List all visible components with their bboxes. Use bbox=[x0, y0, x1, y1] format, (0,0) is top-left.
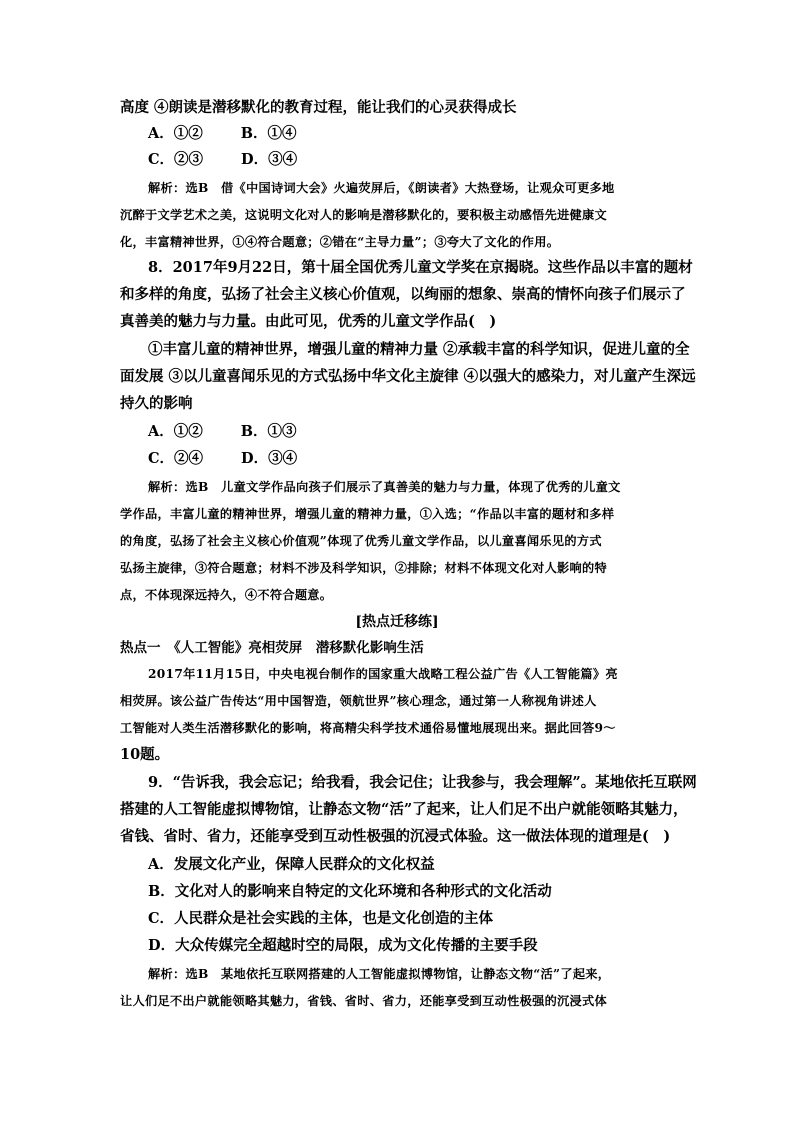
material-line-2: 相荧屏。该公益广告传达“用中国智造，领航世界”核心理念，通过第一人称视角讲述人 bbox=[120, 694, 597, 708]
q8-option-c: C．②④ bbox=[148, 450, 204, 467]
q7-analysis-line-2: 沉醉于文学艺术之美，这说明文化对人的影响是潜移默化的，要积极主动感悟先进健康文 bbox=[120, 208, 608, 222]
q8-options-row-1 bbox=[148, 422, 297, 442]
q8-analysis-line-5: 点，不体现深远持久，④不符合题意。 bbox=[120, 588, 333, 602]
q9-stem-line-3: 省钱、省时、省力，还能享受到互动性极强的沉浸式体验。这一做法体现的道理是( ) bbox=[120, 828, 671, 845]
material-line-1: 2017年11月15日，中央电视台制作的国家重大战略工程公益广告《人工智能篇》亮 bbox=[148, 667, 618, 681]
q9-analysis-line-1: 解析：选B 某地依托互联网搭建的人工智能虚拟博物馆，让静态文物“活”了起来， bbox=[148, 967, 611, 981]
q7-analysis-line-3: 化，丰富精神世界，①④符合题意；②错在“主导力量”；③夸大了文化的作用。 bbox=[120, 235, 560, 249]
q8-stem-line-4: ①丰富儿童的精神世界，增强儿童的精神力量 ②承载丰富的科学知识，促进儿童的全 bbox=[148, 341, 690, 358]
q7-option-c: C．②③ bbox=[148, 151, 204, 168]
q9-option-b: B．文化对人的影响来自特定的文化环境和各种形式的文化活动 bbox=[148, 883, 552, 900]
q8-stem-line-3: 真善美的魅力与力量。由此可见，优秀的儿童文学作品( ) bbox=[120, 313, 497, 330]
q7-options-row-1 bbox=[148, 124, 297, 144]
material-line-4: 10题。 bbox=[120, 746, 170, 763]
q8-analysis-line-1: 解析：选B 儿童文学作品向孩子们展示了真善美的魅力与力量，体现了优秀的儿童文 bbox=[148, 480, 621, 494]
q9-analysis-line-2: 让人们足不出户就能领略其魅力，省钱、省时、省力，还能享受到互动性极强的沉浸式体 bbox=[120, 994, 608, 1008]
section-heading: [热点迁移练] bbox=[355, 614, 439, 630]
q8-stem-line-6: 持久的影响 bbox=[120, 395, 193, 412]
hotspot-title: 热点一 《人工智能》亮相荧屏 潜移默化影响生活 bbox=[120, 640, 424, 656]
q7-option-a: A．①② bbox=[148, 125, 203, 142]
q7-analysis-line-1: 解析：选B 借《中国诗词大会》火遍荧屏后，《朗读者》大热登场，让观众可更多地 bbox=[148, 181, 615, 195]
q7-option-b: B．①④ bbox=[240, 125, 297, 142]
question-7-stem-continuation: 高度 ④朗读是潜移默化的教育过程，能让我们的心灵获得成长 bbox=[120, 99, 517, 116]
q8-option-b: B．①③ bbox=[240, 423, 297, 440]
q8-stem-line-5: 面发展 ③以儿童喜闻乐见的方式弘扬中华文化主旋律 ④以强大的感染力，对儿童产生深远 bbox=[120, 368, 696, 385]
material-line-3: 工智能对人类生活潜移默化的影响，将高精尖科学技术通俗易懂地展现出来。据此回答9～ bbox=[120, 721, 616, 735]
q8-option-a: A．①② bbox=[148, 423, 203, 440]
q9-option-c: C．人民群众是社会实践的主体，也是文化创造的主体 bbox=[148, 910, 494, 927]
q8-stem-line-1: 8．2017年9月22日，第十届全国优秀儿童文学奖在京揭晓。这些作品以丰富的题材 bbox=[148, 259, 693, 276]
q8-analysis-line-3: 的角度，弘扬了社会主义核心价值观”体现了优秀儿童文学作品，以儿童喜闻乐见的方式 bbox=[120, 534, 602, 548]
q9-option-a: A．发展文化产业，保障人民群众的文化权益 bbox=[148, 856, 435, 873]
q9-option-d: D．大众传媒完全超越时空的局限，成为文化传播的主要手段 bbox=[148, 937, 538, 954]
q7-option-d: D．③④ bbox=[241, 151, 298, 168]
q8-analysis-line-4: 弘扬主旋律，③符合题意；材料不涉及科学知识，②排除；材料不体现文化对人影响的特 bbox=[120, 561, 608, 575]
q8-stem-line-2: 和多样的角度，弘扬了社会主义核心价值观，以绚丽的想象、崇高的情怀向孩子们展示了 bbox=[120, 286, 686, 303]
q7-options-row-2 bbox=[148, 150, 297, 170]
q9-stem-line-2: 搭建的人工智能虚拟博物馆，让静态文物“活”了起来，让人们足不出户就能领略其魅力， bbox=[120, 801, 688, 818]
q8-analysis-line-2: 学作品，丰富儿童的精神世界，增强儿童的精神力量，①入选；“作品以丰富的题材和多样 bbox=[120, 507, 615, 521]
q8-option-d: D．③④ bbox=[241, 450, 298, 467]
q9-stem-line-1: 9．“告诉我，我会忘记；给我看，我会记住；让我参与，我会理解”。某地依托互联网 bbox=[148, 774, 697, 791]
q8-options-row-2 bbox=[148, 449, 297, 469]
